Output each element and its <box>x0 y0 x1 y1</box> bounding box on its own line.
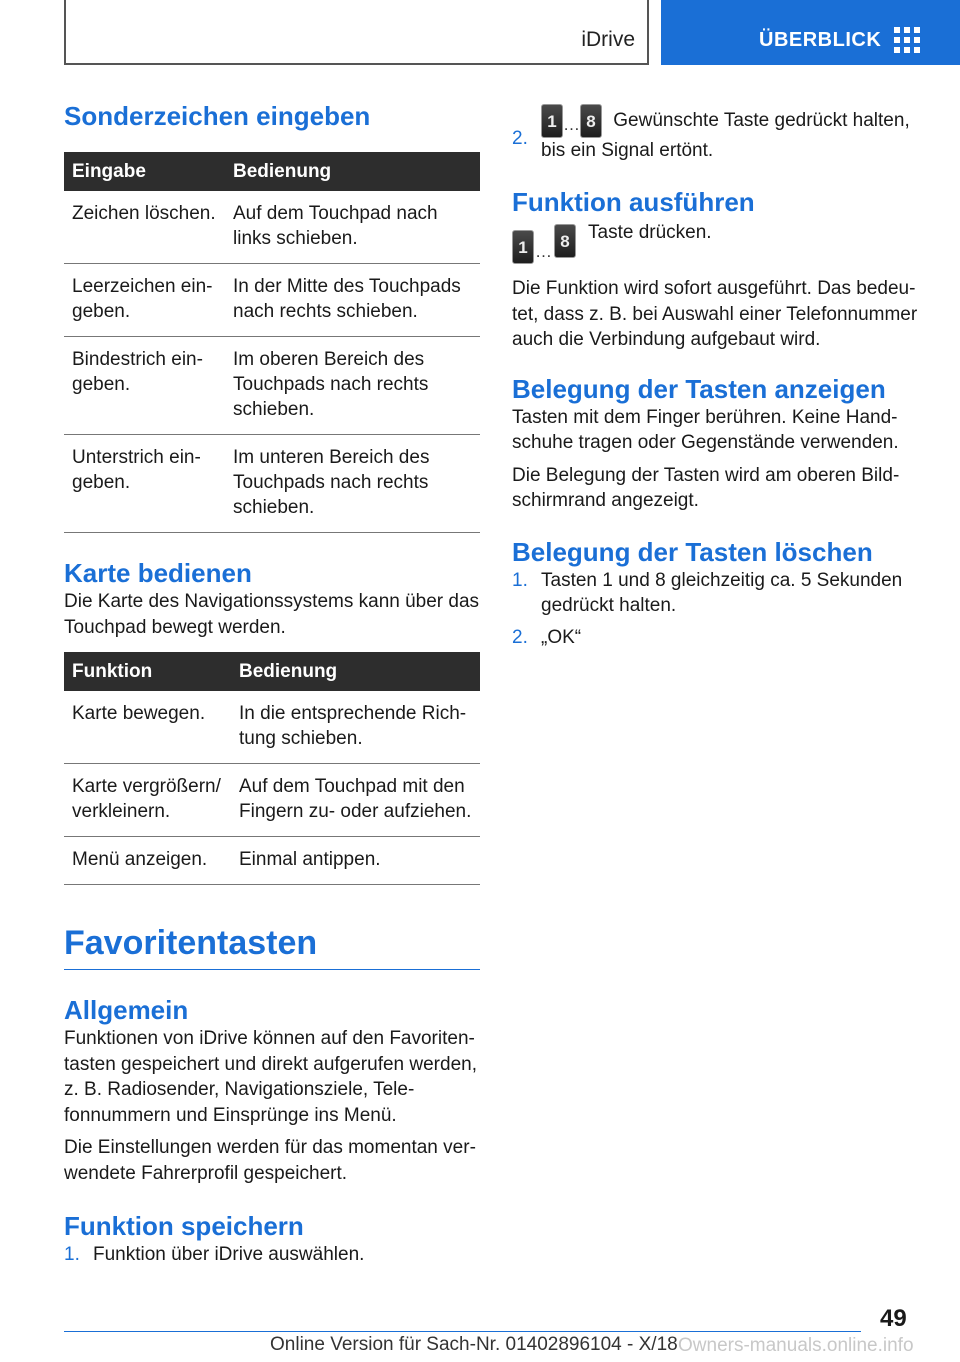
left-column <box>64 100 480 1268</box>
paragraph-allgemein-2: Die Einstellungen werden für das momentan verwendete Fahrerprofil gespeichert. <box>64 1137 476 1184</box>
step-number: 2. <box>512 626 528 648</box>
favorite-key-8-icon: 8 <box>580 104 602 138</box>
right-column <box>512 100 926 650</box>
table-cell: In die entsprechende Richtung schieben. <box>231 691 480 764</box>
table-cell: Leerzeichen eingeben. <box>64 264 225 337</box>
table-header-row <box>64 152 480 191</box>
table-header-row <box>64 652 480 691</box>
table-cell: Karte vergrößern/ verkleinern. <box>64 764 231 837</box>
table-row <box>64 337 480 435</box>
footer-watermark: Owners-manuals.online.info <box>678 1335 914 1356</box>
heading-karte-bedienen: Karte bedienen <box>64 558 252 588</box>
ellipsis: … <box>535 242 552 261</box>
step-text: „OK“ <box>541 626 582 648</box>
table-cell: Bindestrich eingeben. <box>64 337 225 435</box>
header-chapter-tab[interactable] <box>661 0 960 65</box>
steps-loeschen <box>512 568 926 651</box>
table-cell: Auf dem Touchpad mit den Fingern zu- oder aufziehen. <box>231 764 480 837</box>
step-number: 1. <box>64 1244 80 1265</box>
list-item <box>512 568 926 619</box>
step-number: 1. <box>512 569 528 591</box>
step-text: Tasten 1 und 8 gleichzeitig ca. 5 Sekunden gedrückt halten. <box>541 569 903 616</box>
grid-icon <box>894 27 920 53</box>
paragraph-anzeigen-1: Tasten mit dem Finger berühren. Keine Handschuhe tragen oder Gegenstände verwenden. <box>512 406 899 453</box>
table-cell: Einmal antippen. <box>231 837 480 885</box>
table-header-cell: Bedienung <box>225 152 480 191</box>
heading-favoritentasten: Favoritentasten <box>64 924 318 962</box>
table-row <box>64 837 480 885</box>
list-item <box>64 1242 480 1268</box>
table-row <box>64 764 480 837</box>
table-cell: Zeichen löschen. <box>64 191 225 264</box>
heading-funktion-speichern: Funktion speichern <box>64 1211 304 1241</box>
table-row <box>64 691 480 764</box>
header-section-box <box>64 0 649 65</box>
paragraph-allgemein-1: Funktionen von iDrive können auf den Favoritentasten gespeichert und direkt aufgerufen werden, z. B. Radiosender, Navigationsziele, Telefonnummern und Einsprünge ins Menü. <box>64 1028 477 1126</box>
heading-funktion-ausfuehren: Funktion ausführen <box>512 187 755 217</box>
step-text: Gewünschte Taste gedrückt halten, bis ein Signal ertönt. <box>541 110 910 161</box>
table-cell: Im oberen Bereich des Touchpads nach rechts schieben. <box>225 337 480 435</box>
footer-divider <box>64 1331 861 1332</box>
table-cell: Karte bewegen. <box>64 691 231 764</box>
list-item <box>512 104 926 164</box>
step-text: Funktion über iDrive auswählen. <box>93 1244 365 1265</box>
key-row <box>512 224 926 268</box>
header-chapter-title: ÜBERBLICK <box>759 29 882 51</box>
steps-speichern <box>64 1242 480 1268</box>
paragraph-ausfuehren: Die Funktion wird sofort ausgeführt. Das bedeutet, dass z. B. bei Auswahl einer Telefonnummer auch die Verbindung aufgebaut wird. <box>512 278 918 350</box>
favorite-key-8-icon: 8 <box>554 224 576 258</box>
table-header-cell: Bedienung <box>231 652 480 691</box>
sonderzeichen-table <box>64 152 480 533</box>
table-cell: Unterstrich eingeben. <box>64 435 225 533</box>
step-number: 2. <box>512 128 528 149</box>
favorite-key-1-icon: 1 <box>512 230 534 264</box>
table-cell: Auf dem Touchpad nach links schieben. <box>225 191 480 264</box>
heading-sonderzeichen: Sonderzeichen eingeben <box>64 101 371 131</box>
ellipsis: … <box>563 115 580 134</box>
paragraph-taste-druecken: Taste drücken. <box>588 222 712 243</box>
table-row <box>64 191 480 264</box>
header-section-title: iDrive <box>581 28 635 51</box>
heading-allgemein: Allgemein <box>64 995 189 1025</box>
section-divider <box>64 969 480 970</box>
table-header-cell: Eingabe <box>64 152 225 191</box>
footer-online-version: Online Version für Sach-Nr. 01402896104 - X/18 <box>270 1334 678 1355</box>
page-number: 49 <box>880 1305 907 1332</box>
heading-belegung-anzeigen: Belegung der Tasten anzeigen <box>512 373 886 404</box>
paragraph-karte: Die Karte des Navigationssystems kann über das Touchpad bewegt werden. <box>64 591 480 638</box>
paragraph-anzeigen-2: Die Belegung der Tasten wird am oberen Bildschirmrand angezeigt. <box>512 464 900 511</box>
table-row <box>64 264 480 337</box>
list-item <box>512 625 926 651</box>
heading-belegung-loeschen: Belegung der Tasten löschen <box>512 536 873 567</box>
table-cell: In der Mitte des Touchpads nach rechts schieben. <box>225 264 480 337</box>
favorite-key-1-icon: 1 <box>541 104 563 138</box>
table-header-cell: Funktion <box>64 652 231 691</box>
steps-speichern-continued <box>512 104 926 164</box>
table-cell: Menü anzeigen. <box>64 837 231 885</box>
karte-table <box>64 652 480 885</box>
table-cell: Im unteren Bereich des Touchpads nach rechts schieben. <box>225 435 480 533</box>
table-row <box>64 435 480 533</box>
